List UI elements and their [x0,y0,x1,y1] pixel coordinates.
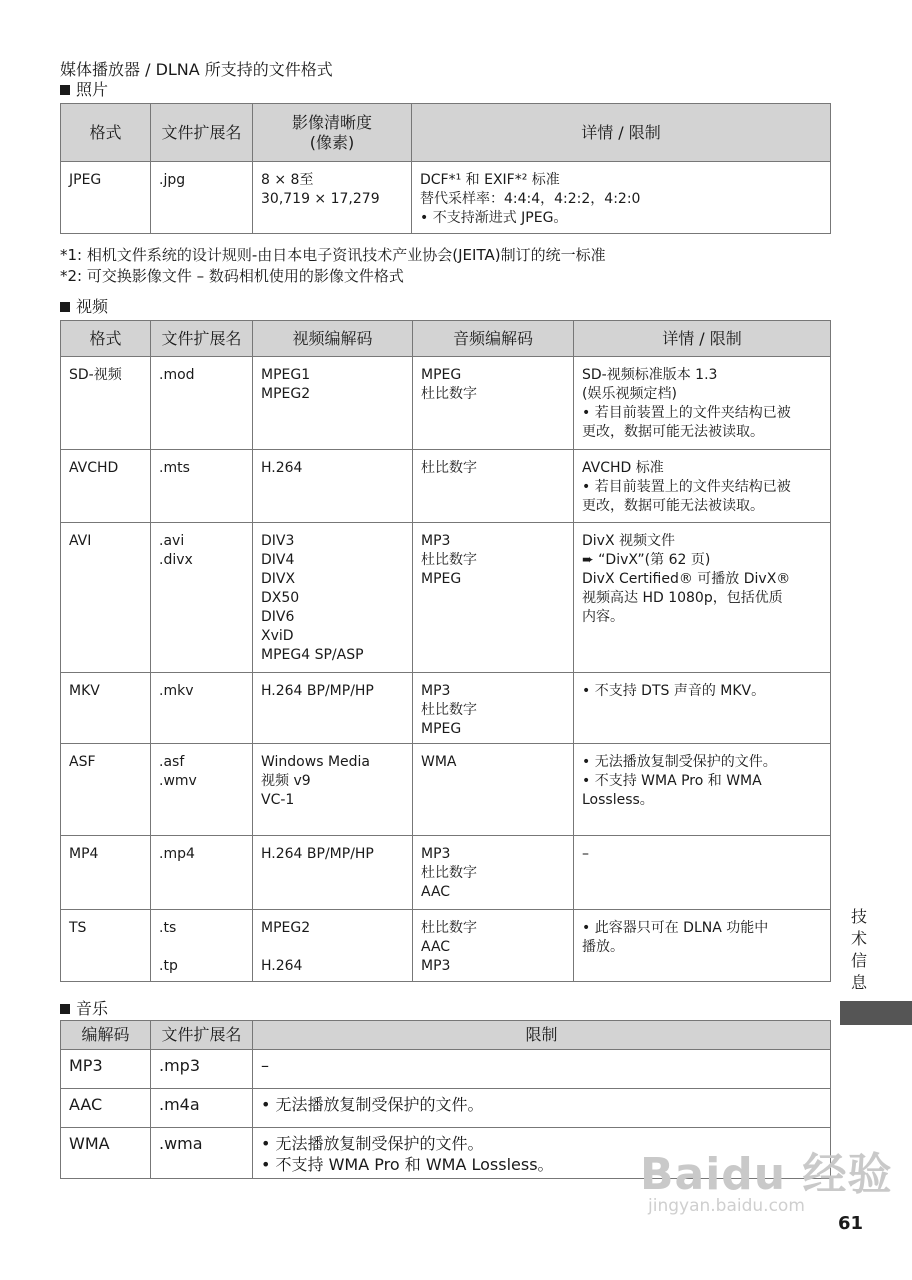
sidebar-label: 技 术 信 息 [850,907,867,992]
table-row [61,1050,831,1089]
table-cell: 杜比数字 [413,450,574,523]
column-header: 文件扩展名 [151,321,253,357]
square-bullet-icon [60,85,70,95]
video-table [60,320,831,982]
table-cell: .mod [151,357,253,450]
table-cell: MPEG 杜比数字 [413,357,574,450]
table-cell: Windows Media 视频 v9 VC-1 [253,744,413,836]
column-header: 格式 [61,104,151,162]
table-row [61,836,831,910]
table-cell: .ts .tp [151,910,253,982]
column-header: 详情 / 限制 [412,104,831,162]
column-header: 格式 [61,321,151,357]
table-cell: – [253,1050,831,1089]
footnote-2: *2: 可交换影像文件 – 数码相机使用的影像文件格式 [60,267,404,285]
table-cell: AAC [61,1089,151,1128]
watermark-logo: Baidu 经验 [640,1149,893,1200]
table-row [61,523,831,673]
table-cell: H.264 [253,450,413,523]
table-cell: ASF [61,744,151,836]
table-cell: – [574,836,831,910]
column-header: 影像清晰度 (像素) [253,104,412,162]
table-cell: TS [61,910,151,982]
table-cell: .wma [151,1128,253,1179]
table-cell: WMA [413,744,574,836]
table-cell: JPEG [61,162,151,234]
table-row [61,744,831,836]
table-cell: .avi .divx [151,523,253,673]
music-heading: 音乐 [60,999,108,1019]
column-header: 编解码 [61,1021,151,1050]
column-header: 视频编解码 [253,321,413,357]
table-row [61,673,831,744]
table-cell: MPEG1 MPEG2 [253,357,413,450]
table-row [61,162,831,234]
page-number: 61 [838,1213,864,1234]
table-cell: SD-视频 [61,357,151,450]
table-cell: MKV [61,673,151,744]
table-cell: AVCHD [61,450,151,523]
column-header: 音频编解码 [413,321,574,357]
table-cell: MPEG2 H.264 [253,910,413,982]
table-cell: • 无法播放复制受保护的文件。 • 不支持 WMA Pro 和 WMA Lossless。 [253,1128,831,1179]
table-cell: 杜比数字 AAC MP3 [413,910,574,982]
table-row [61,1089,831,1128]
page-title: 媒体播放器 / DLNA 所支持的文件格式 [60,60,333,79]
square-bullet-icon [60,1004,70,1014]
table-row [61,450,831,523]
table-cell: .m4a [151,1089,253,1128]
square-bullet-icon [60,302,70,312]
table-cell: • 无法播放复制受保护的文件。 • 不支持 WMA Pro 和 WMA Lossless。 [574,744,831,836]
table-cell: • 无法播放复制受保护的文件。 [253,1089,831,1128]
section-tab-marker [840,1001,912,1025]
table-cell: H.264 BP/MP/HP [253,836,413,910]
table-cell: MP3 杜比数字 MPEG [413,673,574,744]
column-header: 详情 / 限制 [574,321,831,357]
table-cell: .asf .wmv [151,744,253,836]
table-cell: • 此容器只可在 DLNA 功能中 播放。 [574,910,831,982]
photo-table [60,103,831,234]
column-header: 限制 [253,1021,831,1050]
table-cell: .jpg [151,162,253,234]
table-cell: SD-视频标准版本 1.3 (娱乐视频定档) • 若目前装置上的文件夹结构已被 更改，数据可能无法被读取。 [574,357,831,450]
table-cell: DivX 视频文件 ➨ “DivX”(第 62 页) DivX Certified® 可播放 DivX® 视频高达 HD 1080p，包括优质 内容。 [574,523,831,673]
table-cell: DIV3 DIV4 DIVX DX50 DIV6 XviD MPEG4 SP/ASP [253,523,413,673]
header-row [61,1021,831,1050]
table-cell: AVCHD 标准 • 若目前装置上的文件夹结构已被 更改，数据可能无法被读取。 [574,450,831,523]
table-row [61,357,831,450]
table-cell: MP3 杜比数字 AAC [413,836,574,910]
video-heading: 视频 [60,297,108,317]
table-cell: 8 × 8至 30,719 × 17,279 [253,162,412,234]
photo-heading: 照片 [60,80,108,100]
table-cell: .mp3 [151,1050,253,1089]
footnotes [60,245,606,287]
table-row [61,910,831,982]
watermark-url: jingyan.baidu.com [648,1196,805,1216]
table-cell: H.264 BP/MP/HP [253,673,413,744]
column-header: 文件扩展名 [151,104,253,162]
table-cell: .mts [151,450,253,523]
header-row [61,321,831,357]
table-cell: AVI [61,523,151,673]
header-row [61,104,831,162]
column-header: 文件扩展名 [151,1021,253,1050]
table-cell: MP4 [61,836,151,910]
table-cell: MP3 [61,1050,151,1089]
table-cell: • 不支持 DTS 声音的 MKV。 [574,673,831,744]
footnote-1: *1: 相机文件系统的设计规则-由日本电子资讯技术产业协会(JEITA)制订的统一标准 [60,246,606,264]
table-cell: WMA [61,1128,151,1179]
table-cell: .mkv [151,673,253,744]
table-cell: DCF*¹ 和 EXIF*² 标准 替代采样率：4:4:4，4:2:2，4:2:0 • 不支持渐进式 JPEG。 [412,162,831,234]
table-cell: .mp4 [151,836,253,910]
table-cell: MP3 杜比数字 MPEG [413,523,574,673]
